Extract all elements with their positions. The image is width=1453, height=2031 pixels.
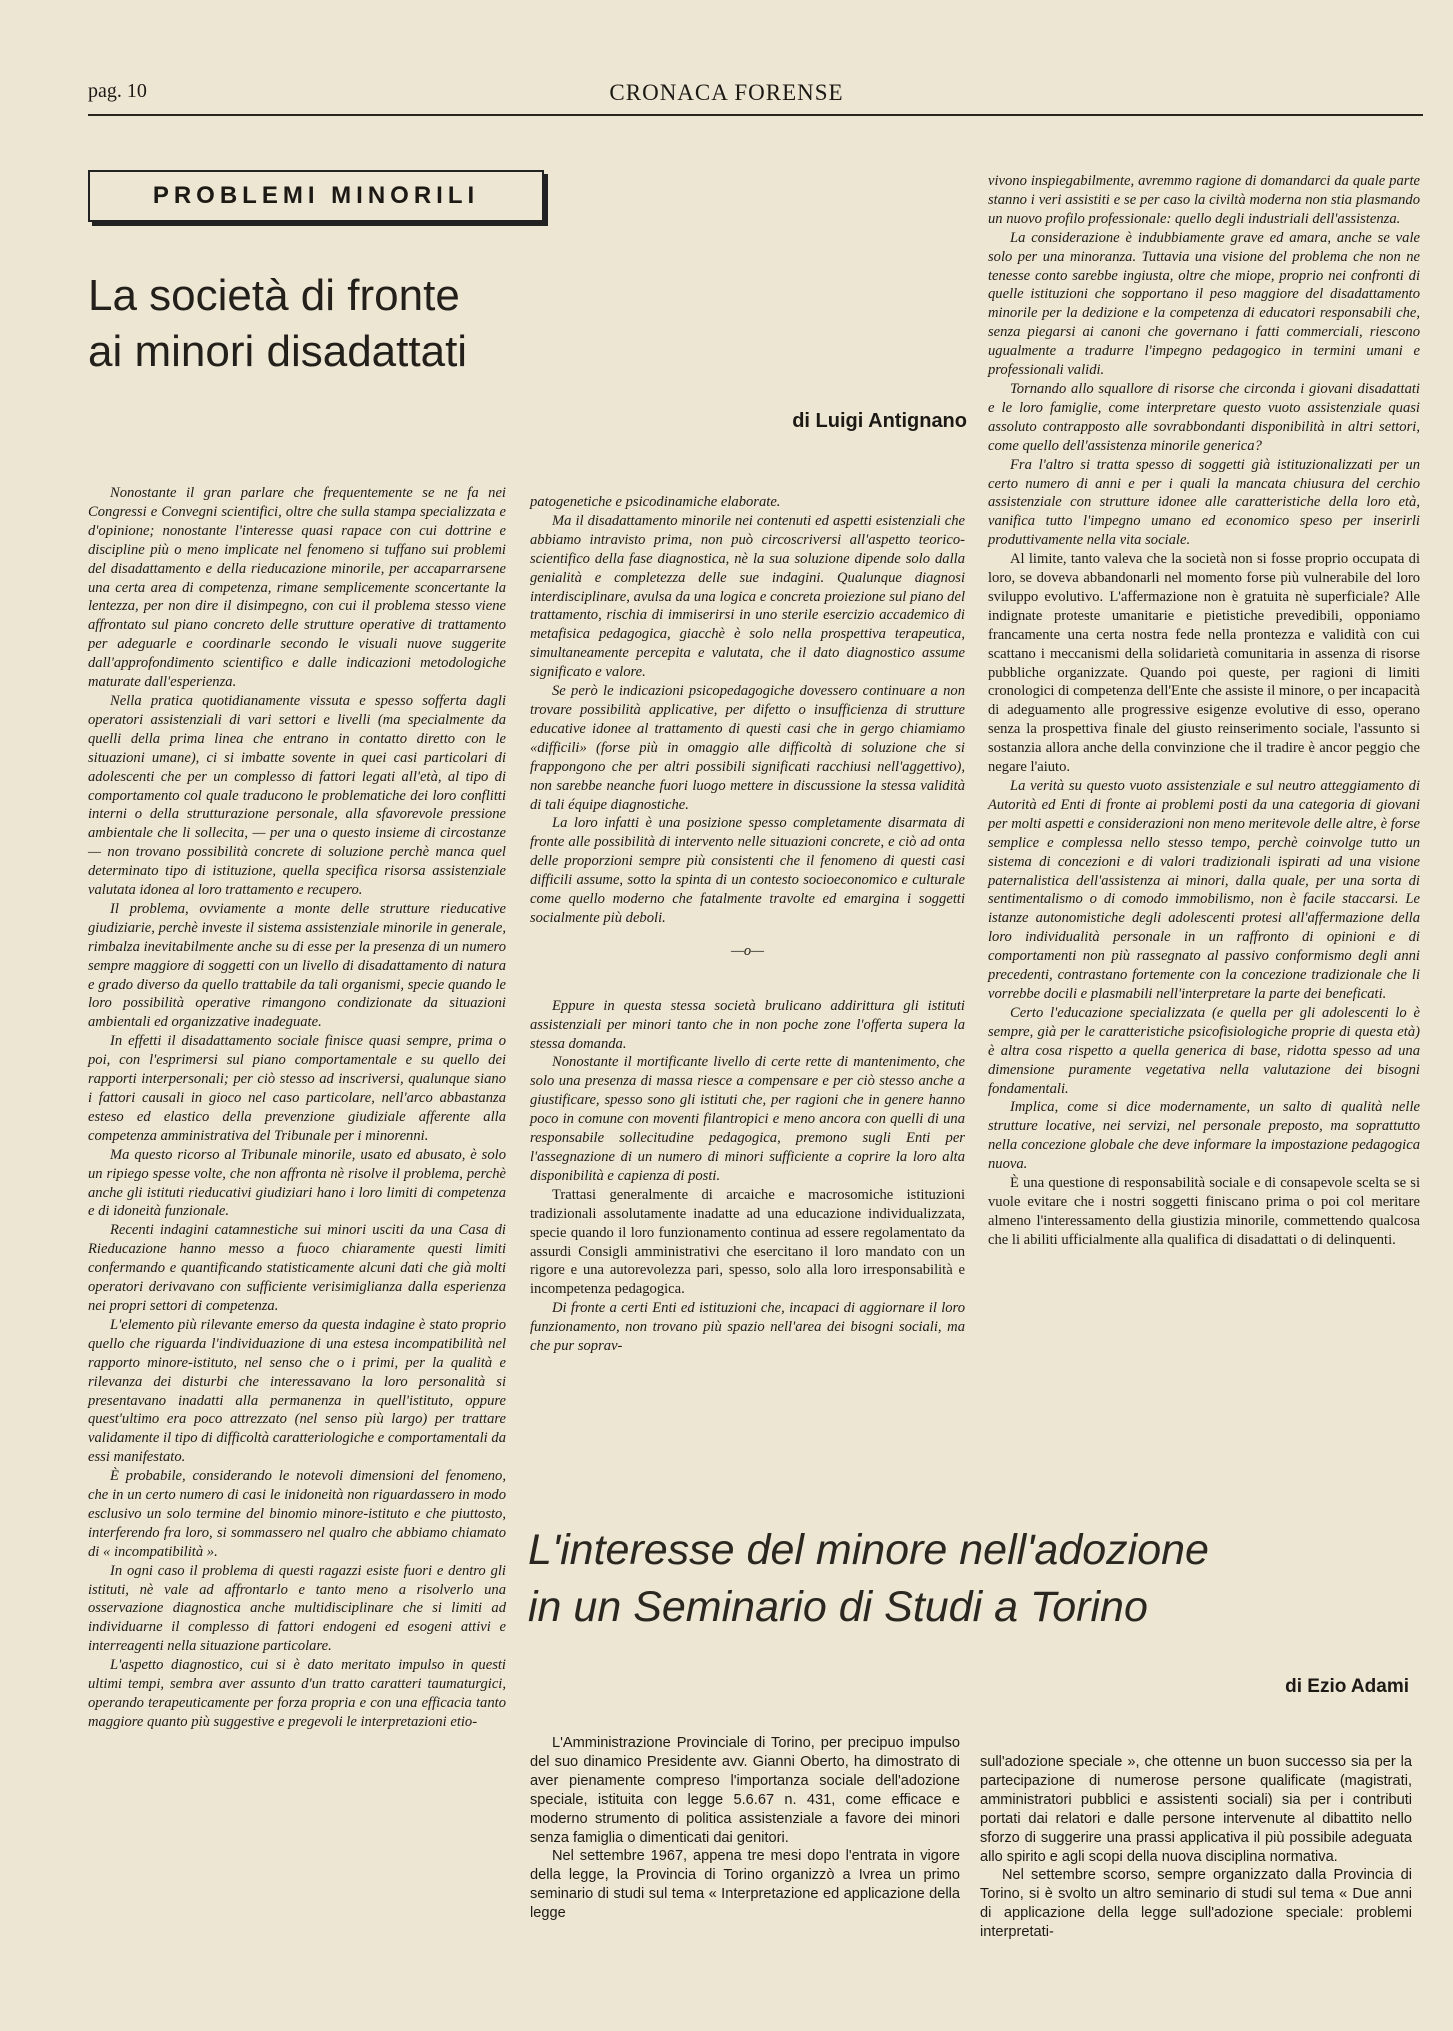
article2-title-line-2: in un Seminario di Studi a Torino <box>528 1583 1148 1632</box>
paragraph: Recenti indagini catamnestiche sui minori usciti da una Casa di Rieducazione hanno messo a fuoco chiaramente questi limiti confermando e quantificando statisticamente alcuni dati che già molti operatori derivavano con sufficiente verisimiglianza dalla esperienza nei propri settori di competenza. <box>88 1222 506 1314</box>
paragraph: Nonostante il mortificante livello di certe rette di mantenimento, che solo una presenza di massa riesce a compensare e per ciò stesso anche a giustificare, spesso sono gli istituti che, per ragioni che in genere hanno poco in comune con moventi filantropici e meno ancora con quelli di una responsabile sollecitudine pedagogica, premono sugli Enti per l'assegnazione di un numero di minori sufficiente a coprire la loro alta disponibilità e capienza di posti. <box>530 1054 965 1184</box>
paragraph: patogenetiche e psicodinamiche elaborate. <box>530 494 781 510</box>
paragraph: Al limite, tanto valeva che la società non si fosse proprio occupata di loro, se doveva abbandonarli nel momento forse più vulnerabile del loro sviluppo evolutivo. L'affermazione non è gratuita nè superficiale? Alle indignate proteste umanitarie e pietistiche prevedibili, opponiamo francamente una certa nostra fede nella prontezza e validità con cui scattano i meccanismi della solidarietà comunitaria in assenza di risorse pubbliche organizzate. Quando poi queste, per ragioni di limiti cronologici di competenza dell'Ente che assiste il minore, o per incapacità di adeguamento alle progressive esigenze evolutive di esso, operano senza la prospettiva finale del giusto reinserimento sociale, l'assunto si sostanzia allora anche della convinzione che il tradire è ancor peggio che negare l'aiuto. <box>988 551 1420 776</box>
article-byline: di Luigi Antignano <box>792 410 967 432</box>
paragraph: In ogni caso il problema di questi ragazzi esiste fuori e dentro gli istituti, nè vale ad affrontarlo e tanto meno a risolverlo una osservazione diagnostica anche multidisciplinare che si limiti ad individuarne il complesso di fattori endogeni ed esogeni attivi e interreagenti nella situazione particolare. <box>88 1562 506 1655</box>
paragraph: Nel settembre 1967, appena tre mesi dopo l'entrata in vigore della legge, la Provincia di Torino organizzò a Ivrea un primo seminario di studi sul tema « Interpretazione ed applicazione della legge <box>530 1848 960 1922</box>
paragraph: Di fronte a certi Enti ed istituzioni che, incapaci di aggiornare il loro funzionamento, non trovano più spazio nell'area dei bisogni sociali, ma che pur soprav- <box>530 1300 965 1355</box>
paragraph: La loro infatti è una posizione spesso completamente disarmata di fronte alle possibilità di intervento nelle situazioni concrete, e ciò ad onta delle proporzioni sempre più consistenti che il fenomeno di questi casi difficili assume, sotto la spinta di un contesto socioeconomico e culturale come quello moderno che fatalmente travolte ed emargina i soggetti socialmente più deboli. <box>530 815 965 926</box>
section-separator: —o— <box>730 942 765 959</box>
article-column-1 <box>88 484 506 1732</box>
article2-column-1 <box>530 1734 960 1923</box>
page-number: pag. 10 <box>88 80 147 102</box>
paragraph: La verità su questo vuoto assistenziale e sul neutro atteggiamento di Autorità ed Enti di fronte ai problemi posti da una categoria di giovani per molti aspetti e considerazioni non meno meritevole delle altre, è forse semplice e complessa nello stesso tempo, perchè coinvolge tutto un sistema di concezioni e di valori tradizionali ispirati ad una visione paternalistica dell'assistenza ai minori, dalla quale, per una sorta di sentimentalismo o di comodo immobilismo, non è facile staccarsi. Le istanze autonomistiche degli adolescenti protesi all'affermazione della loro individualità personale in un raffronto di opinioni e di comportamenti non più rassegnato al passivo conformismo degli anni precedenti, contrastano fortemente con la concezione tradizionale che li vorrebbe docili e plasmabili nell'interpretare la parte dei beneficati. <box>988 778 1420 1002</box>
paragraph: Tornando allo squallore di risorse che circonda i giovani disadattati e le loro famiglie, come interpretare questo vuoto assistenziale quasi assoluto contrapposto alle sovrabbondanti disponibilità in altri settori, come quello dell'assistenza minorile generica? <box>988 380 1420 454</box>
paragraph: Ma il disadattamento minorile nei contenuti ed aspetti esistenziali che abbiamo intravisto prima, non può circoscriversi all'aspetto teorico-scientifico della fase diagnostica, nè la sua soluzione dipende solo dalla genialità e completezza delle sue indagini. Qualunque diagnosi interdisciplinare, avulsa da una logica e concreta proiezione sul piano del trattamento, rischia di immiserirsi in uno sterile esercizio accademico di metafisica pedagogica, giacchè è solo nella prospettiva terapeutica, simultaneamente percepita e valutata, che il dato diagnostico assume significato e valore. <box>530 512 965 681</box>
article2-byline: di Ezio Adami <box>1285 1676 1409 1697</box>
article-title-line-2: ai minori disadattati <box>88 327 468 377</box>
paragraph: È probabile, considerando le notevoli dimensioni del fenomeno, che in un certo numero di casi le inidoneità non riguardassero in modo esclusivo un solo termine del binomio minore-istituto e che piuttosto, interferendo fra loro, si sommassero nel qualro che abbiamo chiamato di « incompatibilità ». <box>88 1468 506 1560</box>
paragraph: Implica, come si dice modernamente, un salto di qualità nelle strutture locative, nei servizi, nel personale preposto, ma soprattutto nella concezione globale che deve informare la impostazione pedagogica nuova. <box>988 1099 1420 1173</box>
paragraph: Ma questo ricorso al Tribunale minorile, usato ed abusato, è solo un ripiego spesse volte, che non affronta nè risolve il problema, perchè anche gli istituti rieducativi giudiziari hano i loro limiti di competenza e di idoneità funzionale. <box>88 1146 506 1220</box>
section-kicker: PROBLEMI MINORILI <box>88 170 544 222</box>
paragraph: Eppure in questa stessa società brulicano addirittura gli istituti assistenziali per minori tanto che in non poche zone l'offerta supera la stessa domanda. <box>530 997 965 1052</box>
paragraph: Se però le indicazioni psicopedagogiche dovessero continuare a non trovare possibilità applicative, per difetto o insufficienza di strutture educative idonee al trattamento di questi casi che in gergo chiamiamo «difficili» (forse più in omaggio alle difficoltà di soluzione che si frappongono che per altri possibili significati racchiusi nell'aggettivo), non sarebbe neanche fuori luogo mettere in discussione la stessa validità di tali équipe diagnostiche. <box>530 683 965 813</box>
paragraph: Nonostante il gran parlare che frequentemente se ne fa nei Congressi e Convegni scientifici, oltre che sulla stampa specializzata e d'opinione; nonostante l'interesse quasi rapace con cui dottrine e discipline più o meno implicate nel fenomeno si tuffano sui problemi del disadattamento e della rieducazione minorile, per accaparrarsene una certa area di competenza, rimane semplicemente sconcertante la lentezza, per non dire il disimpegno, con cui il problema stesso viene affrontato sul piano concreto delle strutture operative di trattamento per adeguarle e coordinarle secondo le visuali nuove suggerite dall'approfondimento scientifico e dalle indicazioni metodologiche maturate dall'esperienza. <box>88 485 506 691</box>
article2-title <box>528 1522 1428 1636</box>
paragraph: L'elemento più rilevante emerso da questa indagine è stato proprio quello che riguarda l'individuazione di una estesa incompatibilità nel rapporto minore-istituto, nel senso che o i primi, per la qualità e rilevanza dei disturbi che interessavano la loro personalità si presentavano inadatti alla permanenza in quell'istituto, oppure quest'ultimo era poco attrezzato (nel senso più largo) per trattare validamente il tipo di difficoltà caratteriologiche e comportamentali da essi manifestato. <box>88 1316 506 1466</box>
paragraph: sull'adozione speciale », che ottenne un buon successo sia per la partecipazione di numerose persone qualificate (magistrati, amministratori pubblici e assistenti sociali) sia per i contributi portati dai relatori e dalle persone intervenute al dibattito nello sforzo di suggerire una prassi applicativa il più possibile adeguata allo spirito e agli scopi della nuova disciplina normativa. <box>980 1754 1412 1865</box>
article-column-3 <box>988 172 1420 1250</box>
paragraph: L'Amministrazione Provinciale di Torino, per precipuo impulso del suo dinamico Presidente avv. Gianni Oberto, ha dimostrato di aver pienamente compreso l'importanza sociale dell'adozione speciale, istituita con legge 5.6.67 n. 431, come efficace e moderno strumento di politica assistenziale a favore dei minori senza famiglia o dimenticati dai genitori. <box>530 1735 960 1846</box>
paragraph: In effetti il disadattamento sociale finisce quasi sempre, prima o poi, con l'esprimersi sul piano comportamentale e su quello dei rapporti interpersonali; per ciò stesso ad inscriversi, qualunque siano i fattori causali in gioco nel caso particolare, nell'arco abbastanza esteso ed elastico della prevenzione giudiziale afferente alla competenza amministrativa del Tribunale per i minorenni. <box>88 1033 506 1144</box>
header-divider <box>88 114 1423 116</box>
article2-title-line-1: L'interesse del minore nell'adozione <box>528 1526 1209 1574</box>
article-title <box>88 268 528 381</box>
article-column-2 <box>530 493 965 1356</box>
article2-column-2 <box>980 1753 1412 1942</box>
paragraph: La considerazione è indubbiamente grave ed amara, anche se vale solo per una minoranza. Tuttavia una visione del problema che non ne tenesse conto sarebbe ingiusta, oltre che miope, proprio nei confronti di quelle istituzioni che sopportano il peso maggiore del disadattamento minorile per la dedizione e la competenza di educatori responsabili che, senza piegarsi ai canoni che governano i fatti commerciali, riescono ugualmente a tradurre l'impegno pedagogico in termini umani e professionali validi. <box>988 229 1420 379</box>
paragraph: È una questione di responsabilità sociale e di consapevole scelta se si vuole evitare che i nostri soggetti finiscano prima o poi col meritare almeno l'interessamento della giustizia minorile, commettendo qualcosa che li abiliti ufficialmente alla qualifica di disadattati o di delinquenti. <box>988 1175 1420 1248</box>
paragraph: Nel settembre scorso, sempre organizzato dalla Provincia di Torino, si è svolto un altro seminario di studi sul tema « Due anni di applicazione della legge sull'adozione speciale: problemi interpretati- <box>980 1867 1412 1941</box>
paragraph: Trattasi generalmente di arcaiche e macrosomiche istituzioni tradizionali assolutamente inadatte ad una educazione individualizzata, specie quando il loro funzionamento continua ad essere regolamentato da assurdi Consigli amministrativi che esercitano il loro mandato con un rigore e una autorevolezza pari, spesso, solo alla loro irresponsabilità e incompetenza pedagogica. <box>530 1186 965 1298</box>
paragraph: L'aspetto diagnostico, cui si è dato meritato impulso in questi ultimi tempi, sembra aver assunto d'un tratto caratteri taumaturgici, operando terapeuticamente per forza propria e con una efficacia tanto maggiore quanto più suggestive e pregevoli le interpretazioni etio- <box>88 1657 506 1730</box>
paragraph: Il problema, ovviamente a monte delle strutture rieducative giudiziarie, perchè investe il sistema assistenziale minorile in generale, rimbalza inevitabilmente anche su di esse per la presenza di un numero sempre maggiore di soggetti con un livello di disadattamento di natura e grado diverso da quello trattabile da tali organismi, specie quando le loro possibilità operative rimangono condizionate da situazioni ambientali ed organizzative inadeguate. <box>88 900 506 1031</box>
paragraph: Certo l'educazione specializzata (e quella per gli adolescenti lo è sempre, già per le caratteristiche psicofisiologiche proprie di questa età) è altra cosa rispetto a quella generica di base, ridotta spesso ad una dimensione puramente vegetativa nella valutazione dei bisogni fondamentali. <box>988 1004 1420 1097</box>
paragraph: Fra l'altro si tratta spesso di soggetti già istituzionalizzati per un certo numero di anni e per i quali la mancata chiusura del cerchio assistenziale con strutture idonee alle caratteristiche della loro età, vanifica tutto l'impegno umano ed economico speso per inserirli produttivamente nella vita sociale. <box>988 456 1420 549</box>
paragraph: vivono inspiegabilmente, avremmo ragione di domandarci da quale parte stanno i veri assistiti e se per caso la civiltà moderna non stia plasmando un nuovo profilo professionale: quello degli industriali dell'assistenza. <box>988 173 1420 227</box>
paragraph: Nella pratica quotidianamente vissuta e spesso sofferta dagli operatori assistenziali di vari settori e livelli (ma specialmente da quelli della prima linea che entrano in contatto diretto con le situazioni umane), ci si imbatte sovente in quei casi particolari di adolescenti che per un complesso di fattori legati all'età, al tipo di comportamento col quale traducono le problematiche dei loro conflitti interni o della strutturazione personale, alla sfavorevole pressione ambientale che li sollecita, — per una o questo insieme di circostanze — non trovano possibilità concrete di soluzione perchè manca quel determinato tipo di istituzione, quella specifica risorsa assistenziale valutata idonea al loro trattamento e recupero. <box>88 692 506 899</box>
article-title-line-1: La società di fronte <box>88 271 460 320</box>
journal-title: CRONACA FORENSE <box>609 80 844 105</box>
